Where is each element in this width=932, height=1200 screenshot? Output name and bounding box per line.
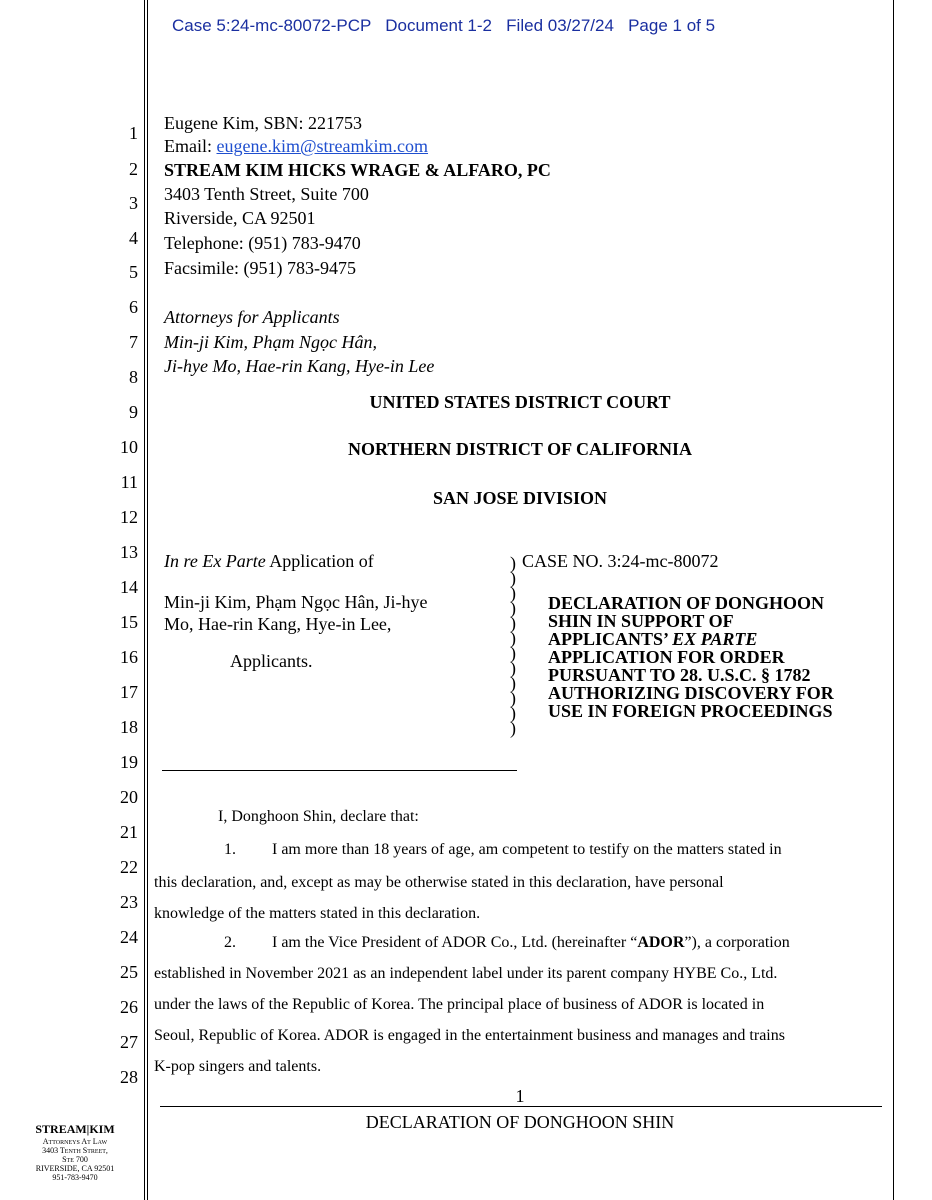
line-number: 10 (120, 437, 138, 457)
clients-line-2: Ji-hye Mo, Hae-rin Kang, Hye-in Lee (164, 356, 435, 376)
footer-title: DECLARATION OF DONGHOON SHIN (365, 1112, 675, 1132)
right-margin-rule (893, 0, 894, 1200)
doc-title-1: DECLARATION OF DONGHOON (548, 593, 825, 613)
document-title-block (548, 594, 834, 720)
para-2-number: 2. (224, 934, 236, 951)
line-number: 13 (120, 542, 138, 562)
email-label: Email: (164, 136, 217, 156)
line-number: 4 (129, 228, 138, 248)
doc-title-3b: EX PARTE (672, 629, 758, 649)
line-number: 3 (129, 193, 138, 213)
left-margin-rule-1 (144, 0, 145, 1200)
firm-logo: STREAM|KIM (35, 1122, 115, 1136)
court-name: UNITED STATES DISTRICT COURT (369, 392, 671, 412)
clients-line-1: Min-ji Kim, Phạm Ngọc Hân, (164, 332, 377, 352)
doc-title-4: APPLICATION FOR ORDER (548, 647, 785, 667)
line-number: 28 (120, 1067, 138, 1087)
email-link[interactable]: eugene.kim@streamkim.com (216, 136, 429, 156)
line-number: 16 (120, 647, 138, 667)
line-number: 8 (129, 367, 138, 387)
logo-sub-5: 951-783-9470 (52, 1173, 98, 1182)
line-number: 24 (120, 927, 138, 947)
line-number: 23 (120, 892, 138, 912)
doc-title-6: AUTHORIZING DISCOVERY FOR (548, 683, 834, 703)
para-2-line-1c: ”), a corporation (684, 934, 790, 951)
footer-rule (160, 1106, 882, 1107)
doc-title-5: PURSUANT TO 28. U.S.C. § 1782 (548, 665, 811, 685)
application-of: Application of (265, 551, 374, 571)
firm-logo-block (0, 1122, 150, 1182)
line-number: 7 (129, 332, 138, 352)
line-number: 6 (129, 297, 138, 317)
caption-in-re (164, 551, 374, 572)
declaration-intro: I, Donghoon Shin, declare that: (218, 808, 419, 825)
line-number: 2 (129, 159, 138, 179)
line-number: 21 (120, 822, 138, 842)
court-division: SAN JOSE DIVISION (432, 488, 608, 508)
logo-sub-4: RIVERSIDE, CA 92501 (35, 1164, 115, 1173)
attorney-name: Eugene Kim, SBN: 221753 (164, 113, 362, 133)
caption-applicants: Applicants. (230, 651, 313, 671)
para-2-line-4: Seoul, Republic of Korea. ADOR is engaged in the entertainment business and manages and trains (154, 1027, 785, 1044)
caption-parties-2: Mo, Hae-rin Kang, Hye-in Lee, (164, 614, 392, 634)
line-number: 20 (120, 787, 138, 807)
para-2-line-5: K-pop singers and talents. (154, 1058, 322, 1075)
line-number: 19 (120, 752, 138, 772)
line-number: 26 (120, 997, 138, 1017)
line-number: 5 (129, 262, 138, 282)
para-2-line-3: under the laws of the Republic of Korea. The principal place of business of ADOR is located in (154, 996, 765, 1013)
line-number: 18 (120, 717, 138, 737)
firm-address-1: 3403 Tenth Street, Suite 700 (164, 184, 369, 204)
doc-title-3 (548, 630, 834, 648)
court-district: NORTHERN DISTRICT OF CALIFORNIA (348, 439, 692, 459)
firm-facsimile: Facsimile: (951) 783-9475 (164, 258, 356, 278)
attorney-role: Attorneys for Applicants (164, 307, 340, 327)
line-number: 22 (120, 857, 138, 877)
caption-underline (162, 770, 517, 771)
in-re-italic: In re Ex Parte (164, 551, 266, 571)
logo-sub-3: Ste 700 (62, 1155, 88, 1164)
caption-parties-1: Min-ji Kim, Phạm Ngọc Hân, Ji-hye (164, 592, 428, 612)
firm-name: STREAM KIM HICKS WRAGE & ALFARO, PC (164, 160, 551, 180)
doc-title-3a: APPLICANTS’ (548, 629, 673, 649)
para-1-number: 1. (224, 841, 236, 858)
doc-title-2: SHIN IN SUPPORT OF (548, 611, 734, 631)
line-number: 14 (120, 577, 138, 597)
case-number: CASE NO. 3:24-mc-80072 (522, 551, 719, 571)
para-1-line-3: knowledge of the matters stated in this declaration. (154, 905, 481, 922)
firm-telephone: Telephone: (951) 783-9470 (164, 233, 361, 253)
para-2-line-1a: I am the Vice President of ADOR Co., Ltd. (hereinafter “ (272, 934, 638, 951)
logo-sub-2: 3403 Tenth Street, (42, 1146, 108, 1155)
line-number: 1 (129, 123, 138, 143)
para-2-line-2: established in November 2021 as an independent label under its parent company HYBE Co., Ltd. (154, 965, 778, 982)
line-number: 9 (129, 402, 138, 422)
firm-address-2: Riverside, CA 92501 (164, 208, 316, 228)
para-1-line-1: I am more than 18 years of age, am competent to testify on the matters stated in (272, 841, 782, 858)
logo-sub-1: Attorneys At Law (42, 1137, 108, 1146)
line-number: 25 (120, 962, 138, 982)
para-1-line-2: this declaration, and, except as may be otherwise stated in this declaration, have personal (154, 874, 724, 891)
line-number: 15 (120, 612, 138, 632)
attorney-email-line (164, 136, 428, 157)
caption-brackets: ) ) ) ) ) ) ) ) ) ) ) ) (510, 553, 516, 738)
ador-defined-term: ADOR (637, 934, 685, 951)
doc-title-7: USE IN FOREIGN PROCEEDINGS (548, 701, 833, 721)
line-number: 17 (120, 682, 138, 702)
left-margin-rule-2 (147, 0, 148, 1200)
line-number: 11 (120, 472, 138, 492)
ecf-header: Case 5:24-mc-80072-PCP Document 1-2 Filed 03/27/24 Page 1 of 5 (172, 16, 716, 35)
line-number: 12 (120, 507, 138, 527)
page-number: 1 (515, 1086, 525, 1106)
para-2-line-1 (272, 934, 790, 952)
line-number: 27 (120, 1032, 138, 1052)
